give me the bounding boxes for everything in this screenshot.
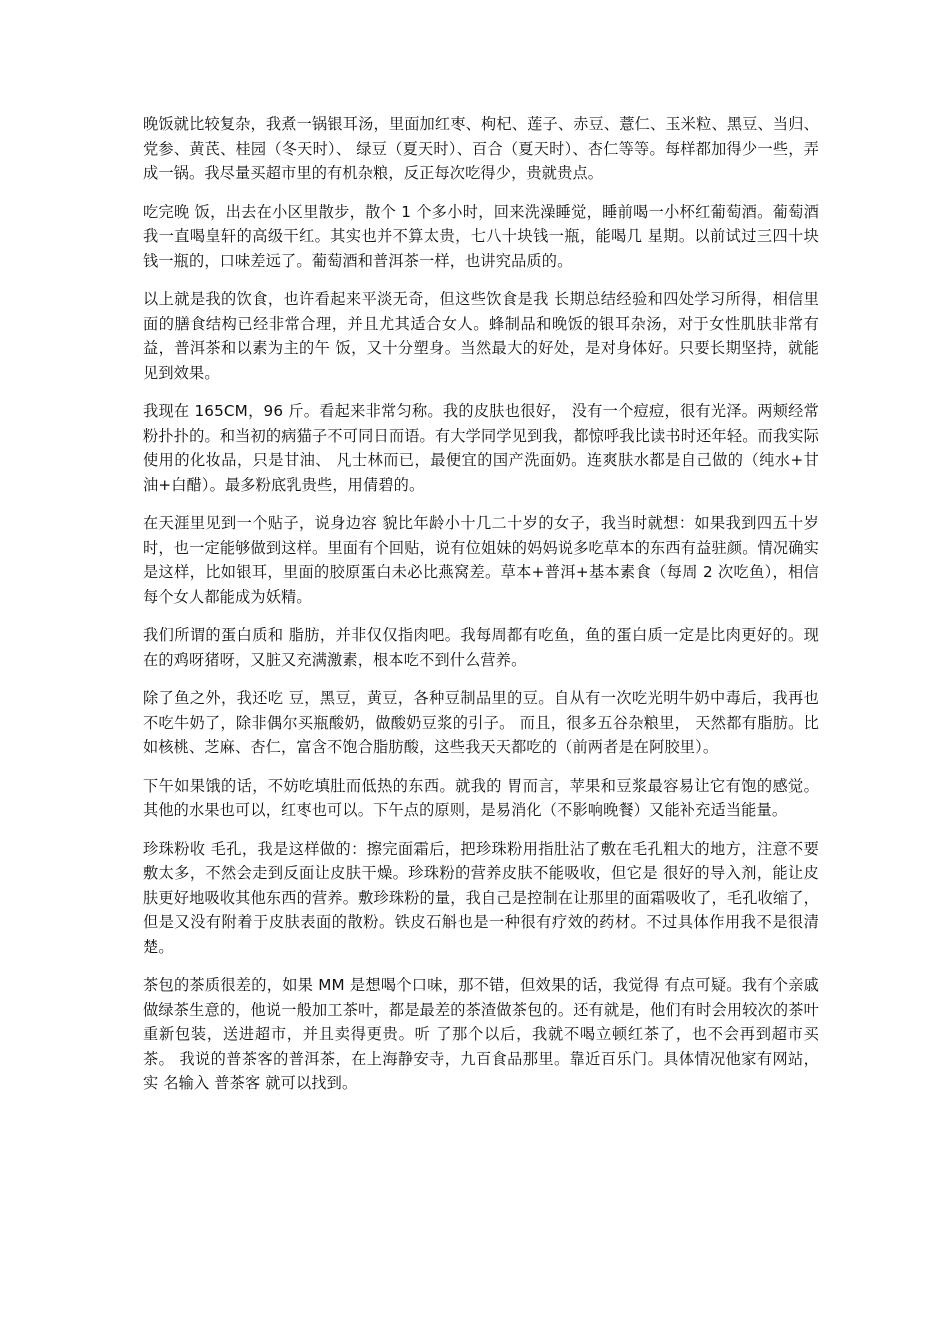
paragraph-diet-summary: 以上就是我的饮食，也许看起来平淡无奇，但这些饮食是我 长期总结经验和四处学习所得，相信里面的膳食结构已经非常合理，并且尤其适合女人。蜂制品和晚饭的银耳杂汤，对于女性肌肤非常有益，普洱茶和以素为主的午 饭，又十分塑身。当然最大的好处，是对身体好。只要长期坚持，就能见到效果。: [143, 290, 819, 382]
paragraph-forum-post: 在天涯里见到一个贴子，说身边容 貌比年龄小十几二十岁的女子，我当时就想：如果我到四五十岁时，也一定能够做到这样。里面有个回贴，说有位姐妹的妈妈说多吃草本的东西有益驻颜。情况确实 是这样，比如银耳，里面的胶原蛋白未必比燕窝差。草本+普洱+基本素食（每周 2 次吃鱼），相信每个女人都能成为妖精。: [143, 514, 819, 606]
paragraph-beans: 除了鱼之外，我还吃 豆，黑豆，黄豆，各种豆制品里的豆。自从有一次吃光明牛奶中毒后，我再也不吃牛奶了，除非偶尔买瓶酸奶，做酸奶豆浆的引子。 而且，很多五谷杂粮里， 天然都有脂肪。比如核桃、芝麻、杏仁，富含不饱合脂肪酸，这些我天天都吃的（前两者是在阿胶里）。: [143, 689, 819, 756]
article-body: [143, 112, 819, 1110]
paragraph-current-state: 我现在 165CM，96 斤。看起来非常匀称。我的皮肤也很好， 没有一个痘痘，很有光泽。两颊经常粉扑扑的。和当初的病猫子不可同日而语。有大学同学见到我，都惊呼我比读书时还年轻。而我实际使用的化妆品，只是甘油、 凡士林而已，最便宜的国产洗面奶。连爽肤水都是自己做的（纯水+甘油+白醋）。最多粉底乳贵些，用倩碧的。: [143, 402, 819, 494]
paragraph-afternoon-snack: 下午如果饿的话，不妨吃填肚而低热的东西。就我的 胃而言，苹果和豆浆最容易让它有饱的感觉。其他的水果也可以，红枣也可以。下午点的原则，是易消化（不影响晚餐）又能补充适当能量。: [143, 776, 819, 819]
paragraph-tea-bags: 茶包的茶质很差的，如果 MM 是想喝个口味，那不错，但效果的话，我觉得 有点可疑。我有个亲戚做绿茶生意的，他说一般加工茶叶，都是最差的茶渣做茶包的。还有就是，他们有时会用较次的茶叶重新包装，送进超市，并且卖得更贵。听 了那个以后，我就不喝立顿红茶了，也不会再到超市买茶。 我说的普茶客的普洱茶，在上海静安寺，九百食品那里。靠近百乐门。具体情况他家有网站，实 名输入 普茶客 就可以找到。: [143, 976, 819, 1092]
paragraph-pearl-powder: 珍珠粉收 毛孔，我是这样做的：擦完面霜后，把珍珠粉用指肚沾了敷在毛孔粗大的地方，注意不要敷太多，不然会走到反面让皮肤干燥。珍珠粉的营养皮肤不能吸收，但它是 很好的导入剂，能让皮肤更好地吸收其他东西的营养。敷珍珠粉的量，我自己是控制在让那里的面霜吸收了，毛孔收缩了，但是又没有附着于皮肤表面的散粉。铁皮石斛也是一种很有疗效的药材。不过具体作用我不是很清楚。: [143, 839, 819, 956]
paragraph-after-dinner: 吃完晚 饭，出去在小区里散步，散个 1 个多小时，回来洗澡睡觉，睡前喝一小杯红葡萄酒。葡萄酒我一直喝皇轩的高级干红。其实也并不算太贵，七八十块钱一瓶，能喝几 星期。以前试过三四十块钱一瓶的，口味差远了。葡萄酒和普洱茶一样，也讲究品质的。: [143, 202, 819, 270]
paragraph-dinner: 晚饭就比较复杂，我煮一锅银耳汤，里面加红枣、枸杞、莲子、赤豆、薏仁、玉米粒、黑豆、当归、党参、黄芪、桂园（冬天时）、 绿豆（夏天时）、百合（夏天时）、杏仁等等。每样都加得少一些，弄成一锅。我尽量买超市里的有机杂粮，反正每次吃得少，贵就贵点。: [143, 115, 819, 182]
paragraph-protein-fat: 我们所谓的蛋白质和 脂肪，并非仅仅指肉吧。我每周都有吃鱼，鱼的蛋白质一定是比肉更好的。现在的鸡呀猪呀，又脏又充满激素，根本吃不到什么营养。: [143, 626, 819, 669]
